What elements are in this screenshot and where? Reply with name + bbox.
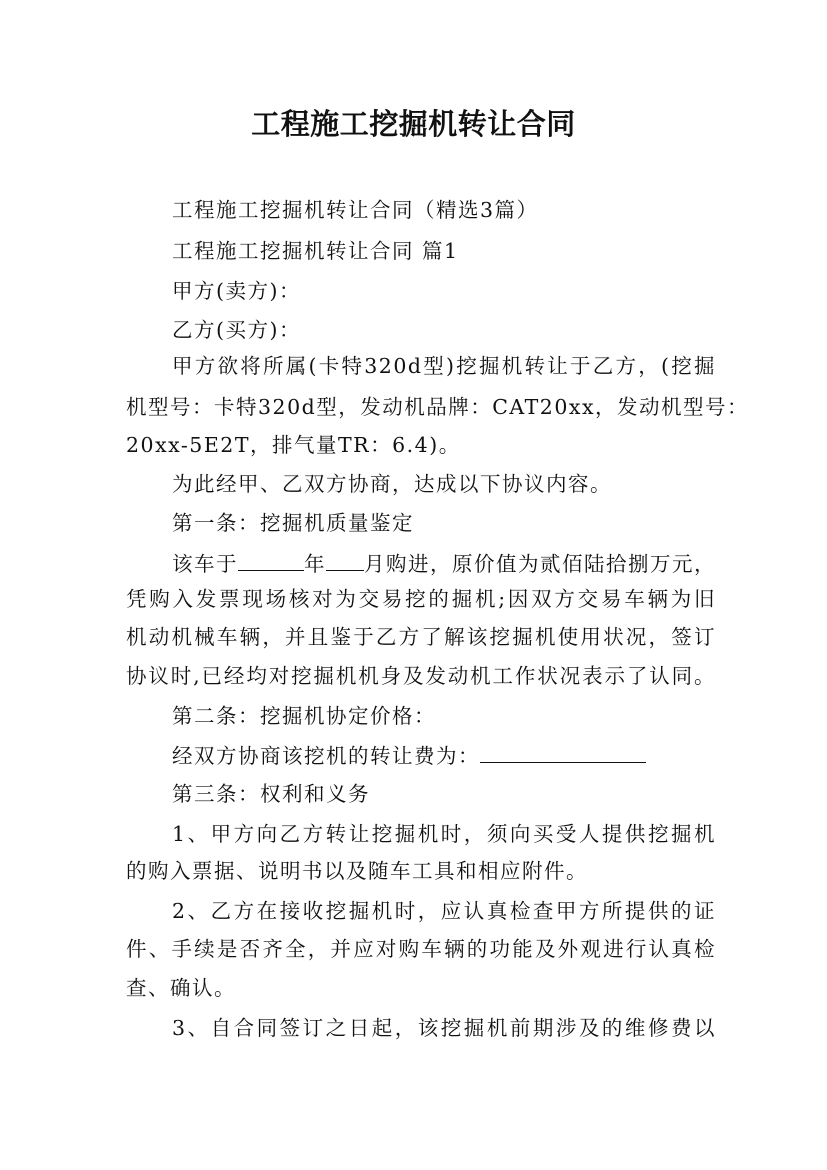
year-blank [238, 548, 304, 571]
paragraph-line: 查、确认。 [126, 976, 236, 1000]
clause-heading-3: 第三条：权利和义务 [172, 782, 370, 806]
price-blank [480, 740, 646, 763]
text-segment: 经双方协商该挖机的转让费为： [172, 744, 480, 768]
paragraph-line: 20xx-5E2T，排气量TR：6.4)。 [126, 433, 461, 457]
paragraph-line: 凭购入发票现场核对为交易挖的掘机;因双方交易车辆为旧 [126, 587, 716, 611]
subtitle-line: 工程施工挖掘机转让合同（精选3篇） [172, 198, 539, 222]
paragraph-line: 件、手续是否齐全，并应对购车辆的功能及外观进行认真检 [126, 937, 716, 961]
paragraph-line: 3、自合同签订之日起，该挖掘机前期涉及的维修费以 [172, 1016, 716, 1040]
paragraph-line: 机动机械车辆，并且鉴于乙方了解该挖掘机使用状况，签订 [126, 625, 716, 649]
paragraph-line: 机型号：卡特320d型，发动机品牌：CAT20xx，发动机型号： [126, 395, 749, 419]
month-blank [326, 548, 364, 571]
clause-heading-2: 第二条：挖掘机协定价格： [172, 704, 436, 728]
text-segment: 月购进，原价值为贰佰陆拾捌万元， [364, 552, 716, 576]
paragraph-line: 1、甲方向乙方转让挖掘机时，须向买受人提供挖掘机 [172, 822, 716, 846]
paragraph-line: 为此经甲、乙双方协商，达成以下协议内容。 [172, 472, 612, 496]
document-title: 工程施工挖掘机转让合同 [251, 107, 576, 141]
paragraph-line: 协议时,已经均对挖掘机机身及发动机工作状况表示了认同。 [126, 664, 716, 688]
clause-heading-1: 第一条：挖掘机质量鉴定 [172, 511, 414, 535]
paragraph-line: 2、乙方在接收挖掘机时，应认真检查甲方所提供的证 [172, 899, 716, 923]
section-heading: 工程施工挖掘机转让合同 篇1 [172, 239, 459, 263]
paragraph-line: 甲方欲将所属(卡特320d型)挖掘机转让于乙方，(挖掘 [172, 354, 716, 378]
price-line [172, 740, 716, 771]
paragraph-line: 的购入票据、说明书以及随车工具和相应附件。 [126, 859, 588, 883]
text-segment: 年 [304, 552, 326, 576]
text-segment: 该车于 [172, 552, 238, 576]
party-b-line: 乙方(买方)： [172, 318, 301, 342]
purchase-date-line [172, 548, 716, 579]
party-a-line: 甲方(卖方)： [172, 279, 301, 303]
